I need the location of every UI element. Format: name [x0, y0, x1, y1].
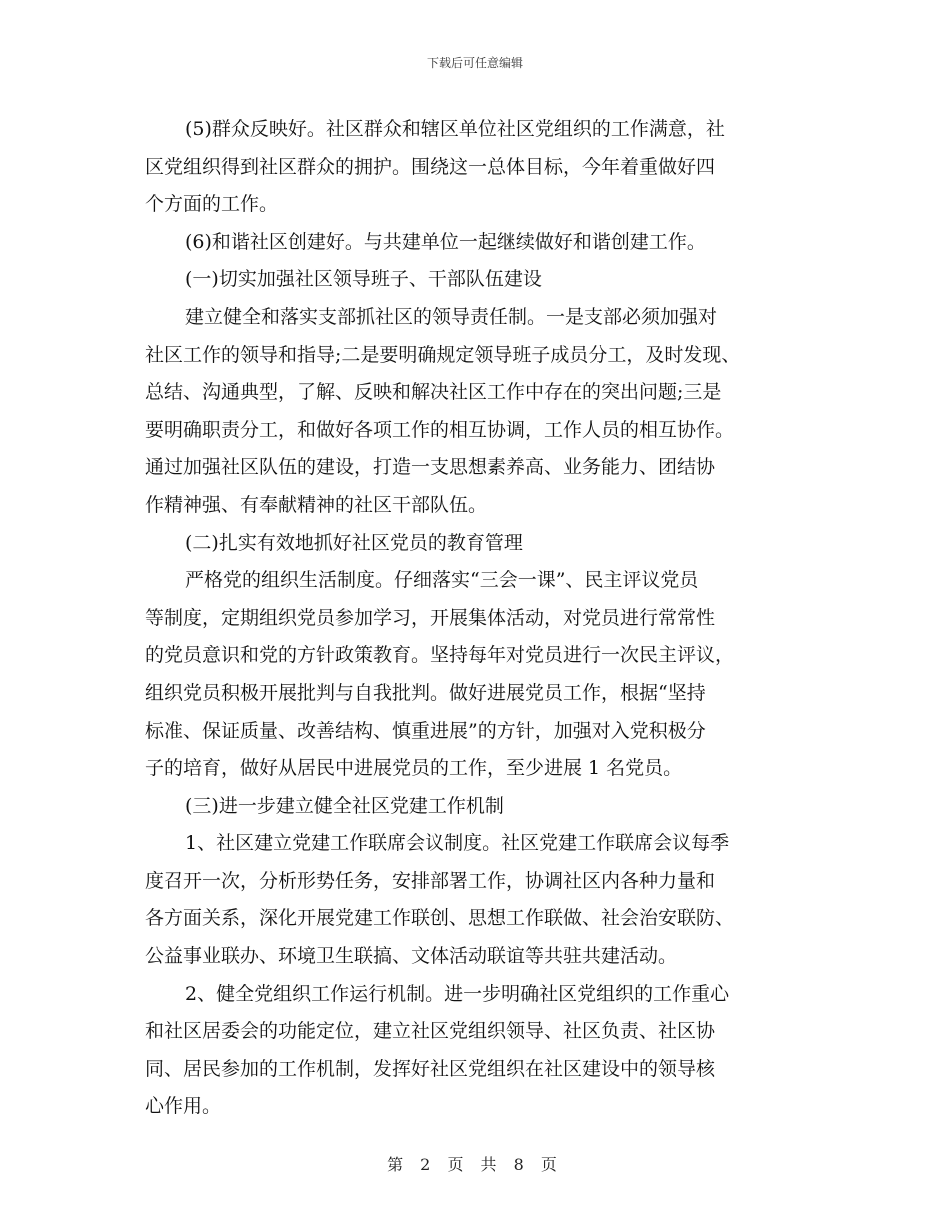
- document-body: [145, 111, 825, 1126]
- text-line: 心作用。: [145, 1095, 222, 1118]
- text-line: 作精神强、有奉献精神的社区干部队伍。: [145, 493, 488, 516]
- text-line: 子的培育，做好从居民中进展党员的工作，至少进展 1 名党员。: [145, 757, 683, 780]
- text-line: 1、社区建立党建工作联席会议制度。社区党建工作联席会议每季: [185, 832, 730, 855]
- text-line: (6)和谐社区创建好。与共建单位一起继续做好和谐创建工作。: [185, 230, 706, 253]
- text-line: 组织党员积极开展批判与自我批判。做好进展党员工作，根据“坚持: [145, 681, 706, 704]
- page-header: 下载后可任意编辑: [426, 56, 523, 70]
- text-line: 公益事业联办、环境卫生联搞、文体活动联谊等共驻共建活动。: [145, 945, 678, 968]
- text-line: 的党员意识和党的方针政策教育。坚持每年对党员进行一次民主评议，: [145, 644, 735, 667]
- text-line: 严格党的组织生活制度。仔细落实“三会一课”、民主评议党员: [185, 569, 699, 592]
- text-line: 社区工作的领导和指导;二是要明确规定领导班子成员分工，及时发现、: [145, 343, 741, 366]
- text-line: (一)切实加强社区领导班子、干部队伍建设: [185, 268, 542, 291]
- text-line: 要明确职责分工，和做好各项工作的相互协调，工作人员的相互协作。: [145, 418, 735, 441]
- text-line: 等制度，定期组织党员参加学习，开展集体活动，对党员进行常常性: [145, 606, 716, 629]
- text-line: 各方面关系，深化开展党建工作联创、思想工作联做、社会治安联防、: [145, 907, 735, 930]
- text-line: 通过加强社区队伍的建设，打造一支思想素养高、业务能力、团结协: [145, 456, 716, 479]
- text-line: (二)扎实有效地抓好社区党员的教育管理: [185, 531, 523, 554]
- text-line: 2、健全党组织工作运行机制。进一步明确社区党组织的工作重心: [185, 982, 730, 1005]
- text-line: 度召开一次，分析形势任务，安排部署工作，协调社区内各种力量和: [145, 869, 716, 892]
- text-line: 标准、保证质量、改善结构、慎重进展”的方针，加强对入党积极分: [145, 719, 706, 742]
- text-line: 建立健全和落实支部抓社区的领导责任制。一是支部必须加强对: [185, 305, 718, 328]
- text-line: 个方面的工作。: [145, 193, 279, 216]
- text-line: 总结、沟通典型，了解、反映和解决社区工作中存在的突出问题;三是: [145, 381, 722, 404]
- text-line: (5)群众反映好。社区群众和辖区单位社区党组织的工作满意，社: [185, 118, 725, 140]
- text-line: 同、居民参加的工作机制，发挥好社区党组织在社区建设中的领导核: [145, 1057, 716, 1080]
- text-line: (三)进一步建立健全社区党建工作机制: [185, 794, 504, 817]
- page-number-footer: 第 2 页 共 8 页: [387, 1155, 563, 1174]
- text-line: 区党组织得到社区群众的拥护。围绕这一总体目标，今年着重做好四: [145, 155, 716, 178]
- text-line: 和社区居委会的功能定位，建立社区党组织领导、社区负责、社区协: [145, 1020, 716, 1043]
